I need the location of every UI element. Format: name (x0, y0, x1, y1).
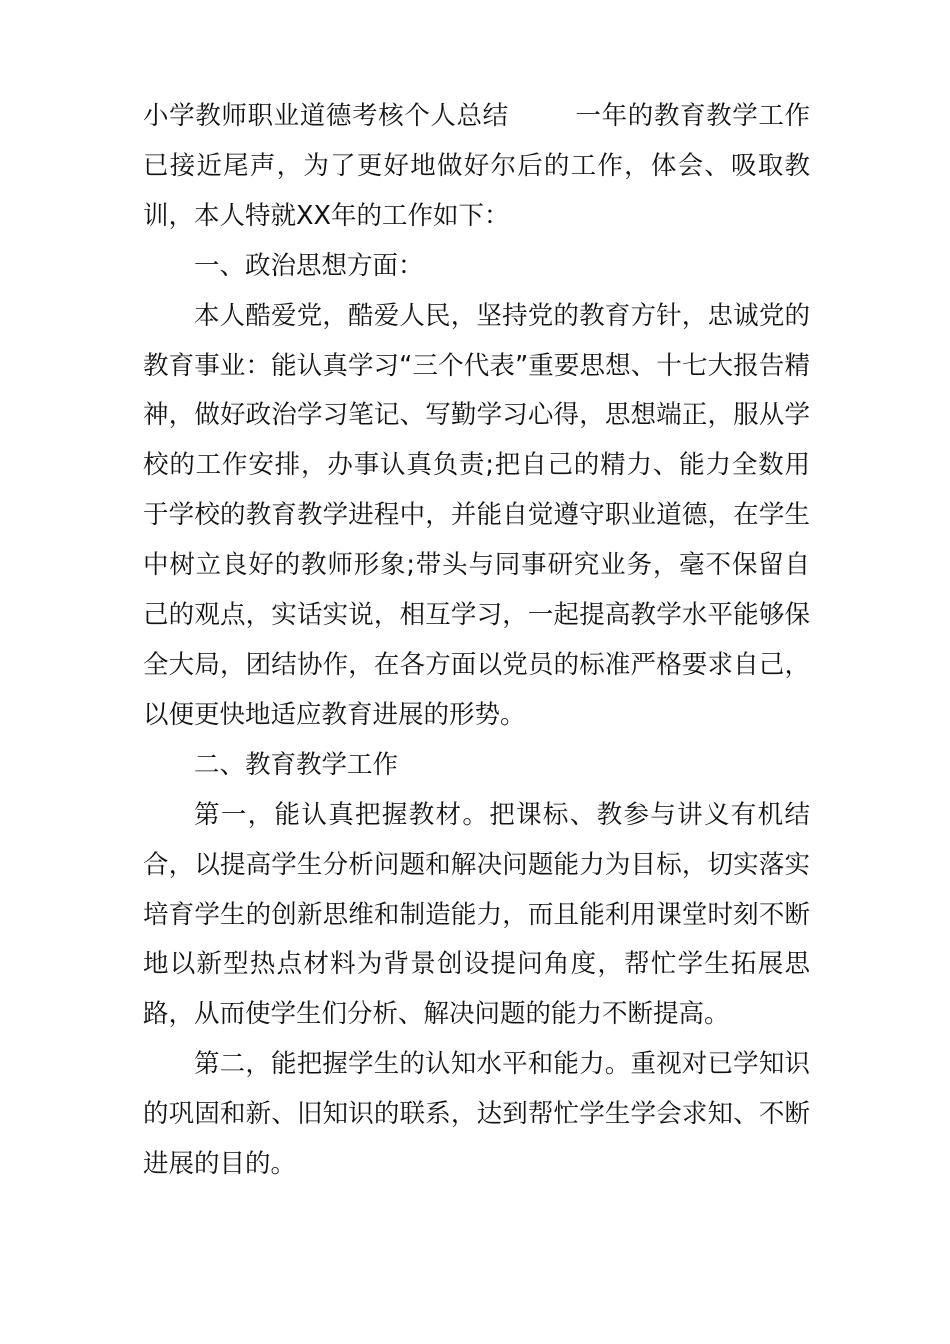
teaching-paragraph-second: 第二，能把握学生的认知水平和能力。重视对已学知识的巩固和新、旧知识的联系，达到帮忙学生学会求知、不断进展的目的。 (143, 1049, 810, 1180)
section-heading-teaching: 二、教育教学工作 (194, 749, 399, 780)
intro-text: 一年的教育教学工作已接近尾声，为了更好地做好尔后的工作，体会、吸取教训，本人特就XX年的工作如下： (143, 101, 810, 231)
opening-paragraph (143, 92, 810, 242)
teaching-paragraph-first: 第一，能认真把握教材。把课标、教参与讲义有机结合，以提高学生分析问题和解决问题能力为目标，切实落实培育学生的创新思维和制造能力，而且能利用课堂时刻不断地以新型热点材料为背景创设提问角度，帮忙学生拓展思路，从而使学生们分析、解决问题的能力不断提高。 (143, 799, 810, 1030)
politics-paragraph: 本人酷爱党，酷爱人民，坚持党的教育方针，忠诚党的教育事业：能认真学习“三个代表”重要思想、十七大报告精神，做好政治学习笔记、写勤学习心得，思想端正，服从学校的工作安排，办事认真负责;把自己的精力、能力全数用于学校的教育教学进程中，并能自觉遵守职业道德，在学生中树立良好的教师形象;带头与同事研究业务，毫不保留自己的观点，实话实说，相互学习，一起提高教学水平能够保全大局，团结协作，在各方面以党员的标准严格要求自己，以便更快地适应教育进展的形势。 (143, 300, 810, 730)
document-title: 小学教师职业道德考核个人总结 (143, 101, 509, 131)
section-heading-politics: 一、政治思想方面： (194, 250, 424, 281)
